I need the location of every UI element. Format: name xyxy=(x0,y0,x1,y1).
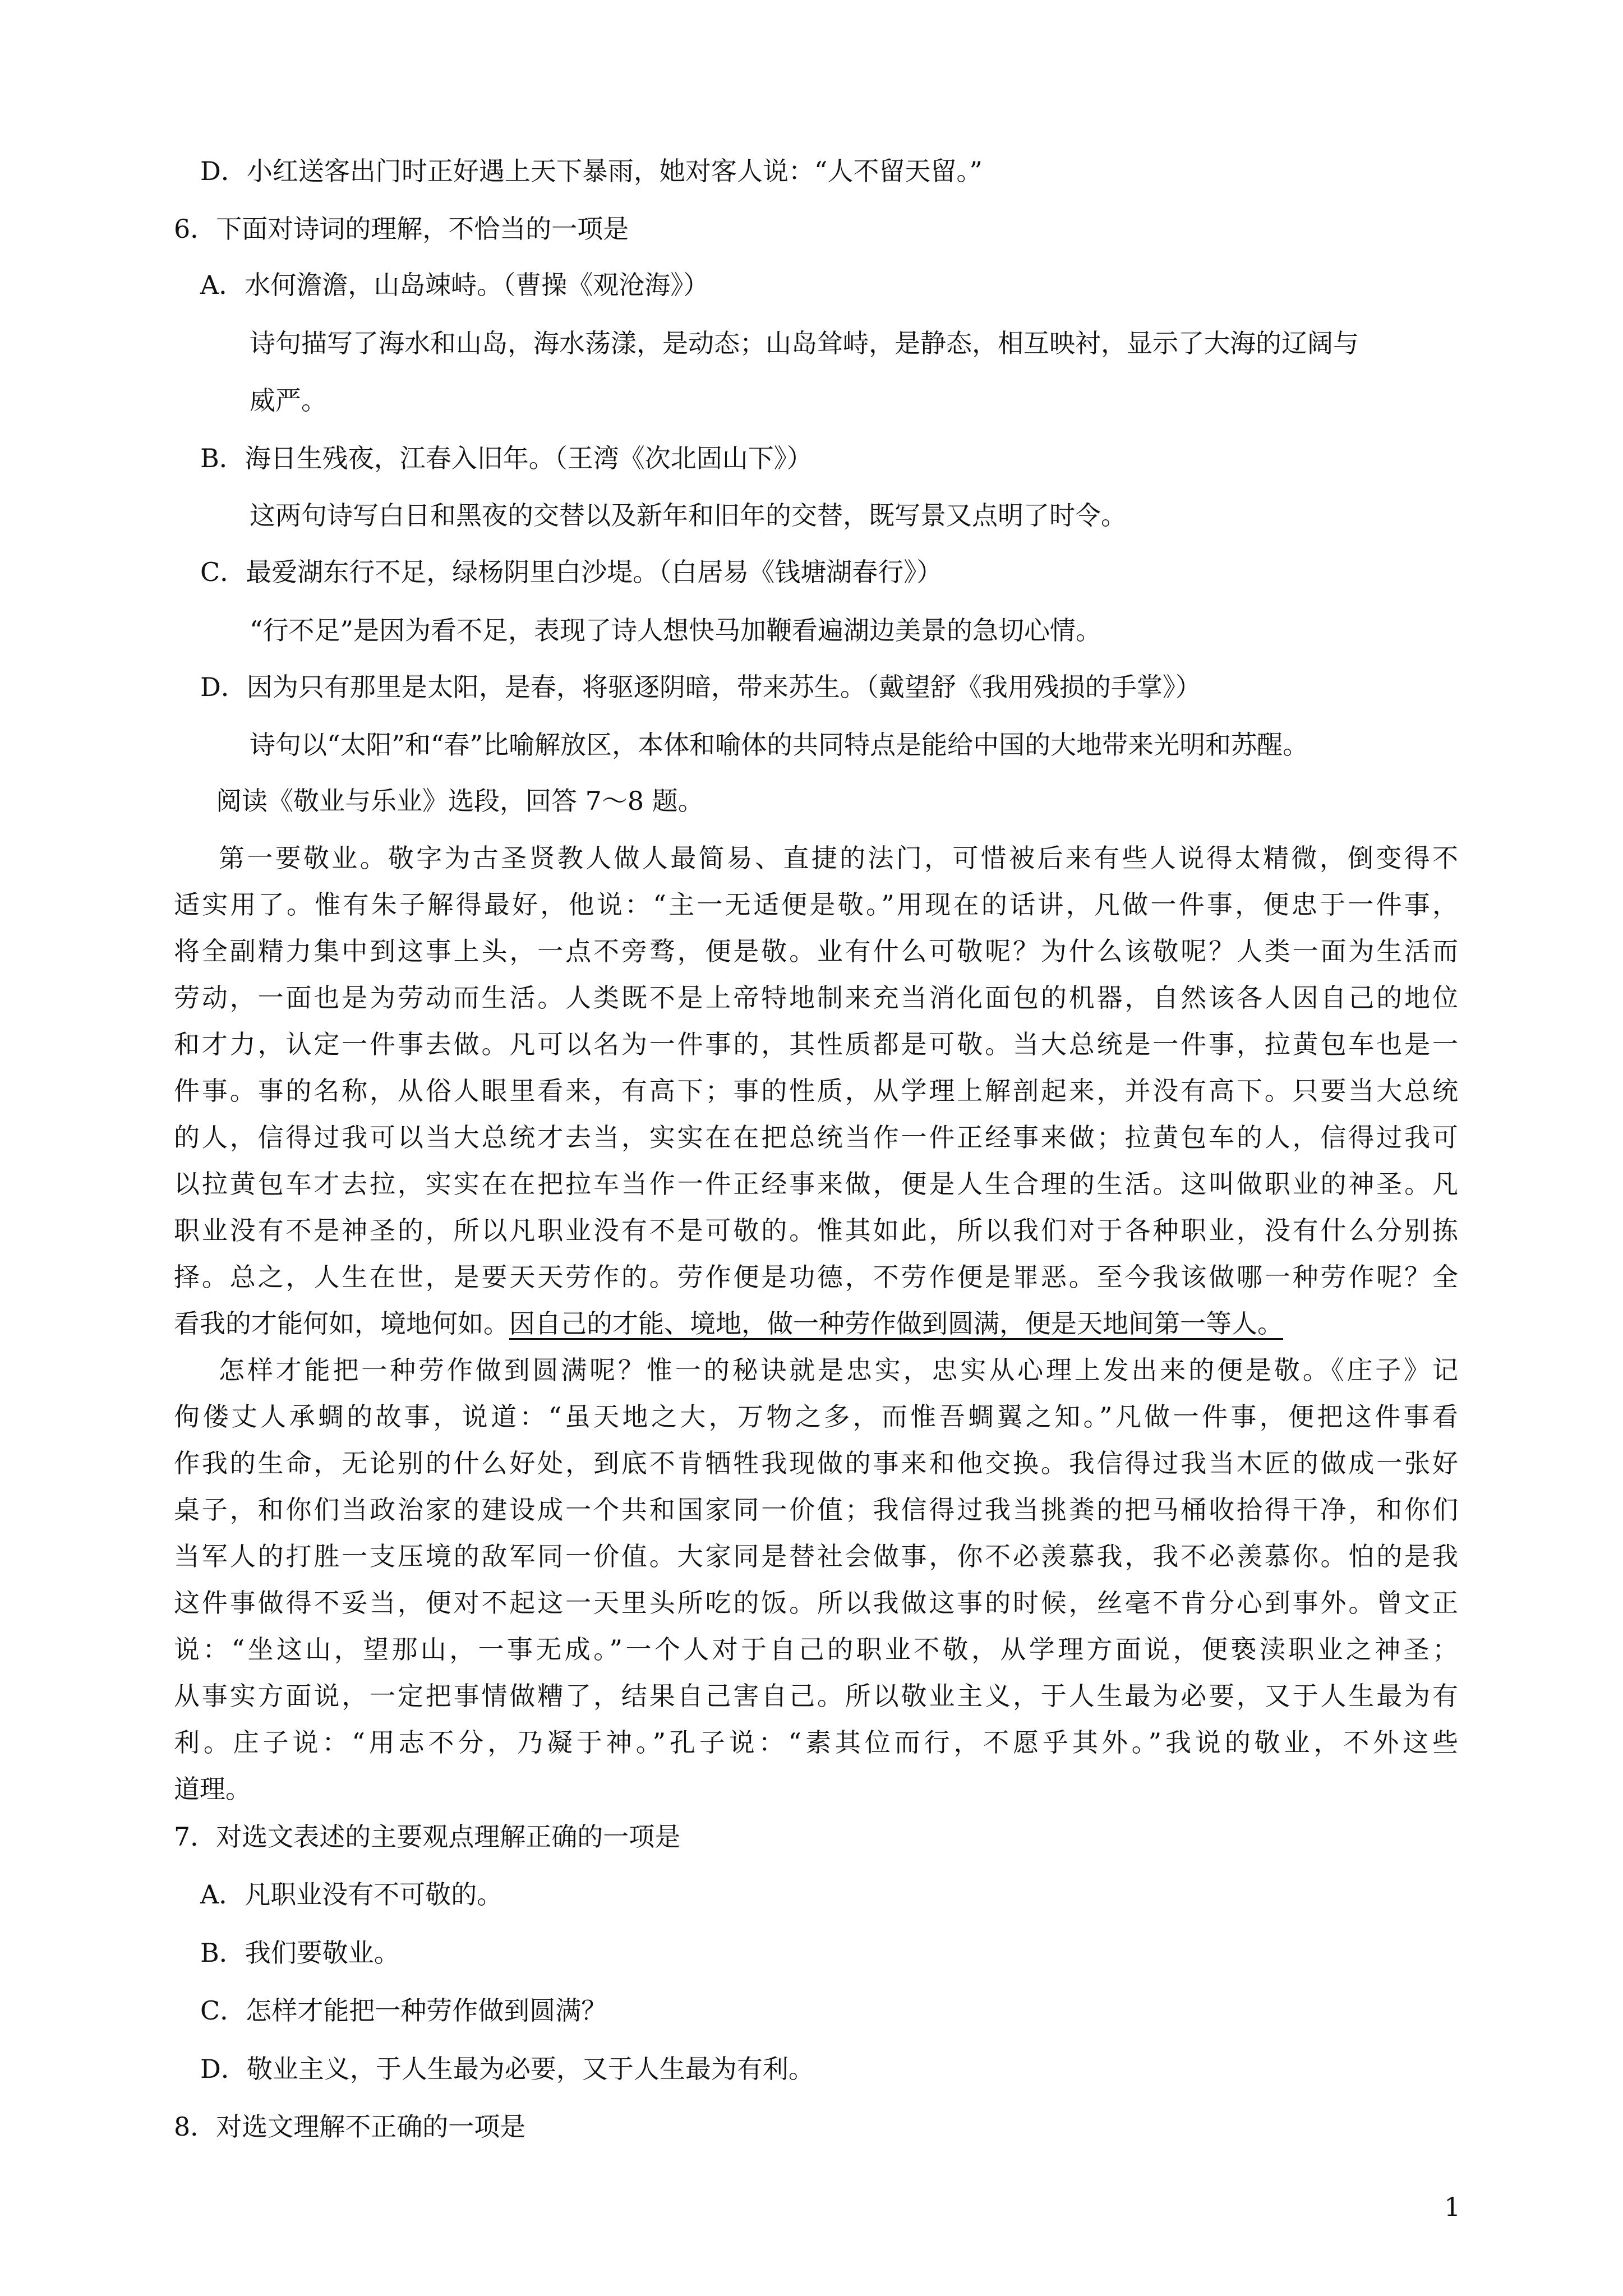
q6-option-b: B．海日生残夜，江春入旧年。（王湾《次北固山下》） xyxy=(200,443,813,473)
paragraph1-last-plain: 看我的才能何如，境地何如。 xyxy=(174,1308,509,1339)
q6-option-a-explanation-line1: 诗句描写了海水和山岛，海水荡漾，是动态；山岛耸峙，是静态，相互映衬，显示了大海的辽阔与 xyxy=(250,328,1359,358)
paragraph1-line: 件事。事的名称，从俗人眼里看来，有高下；事的性质，从学理上解剖起来，并没有高下。只要当大总统 xyxy=(174,1076,1458,1106)
paragraph1-line: 择。总之，人生在世，是要天天劳作的。劳作便是功德，不劳作便是罪恶。至今我该做哪一种劳作呢？全 xyxy=(174,1262,1458,1292)
reading-intro: 阅读《敬业与乐业》选段，回答 7～8 题。 xyxy=(216,786,704,816)
q6-option-c: C．最爱湖东行不足，绿杨阴里白沙堤。（白居易《钱塘湖春行》） xyxy=(200,557,943,587)
paragraph1-line: 适实用了。惟有朱子解得最好，他说：“主一无适便是敬。”用现在的话讲，凡做一件事，便忠于一件事， xyxy=(174,889,1458,920)
q7-option-b: B．我们要敬业。 xyxy=(200,1938,400,1968)
q6-option-c-explanation: “行不足”是因为看不足，表现了诗人想快马加鞭看遍湖边美景的急切心情。 xyxy=(250,615,1102,646)
q7-option-d: D．敬业主义，于人生最为必要，又于人生最为有利。 xyxy=(200,2054,814,2084)
paragraph2-line: 桌子，和你们当政治家的建设成一个共和国家同一价值；我信得过我当挑粪的把马桶收拾得干净，和你们 xyxy=(174,1495,1458,1525)
q7-option-a: A．凡职业没有不可敬的。 xyxy=(200,1879,503,1910)
paragraph1-line: 职业没有不是神圣的，所以凡职业没有不是可敬的。惟其如此，所以我们对于各种职业，没有什么分别拣 xyxy=(174,1215,1458,1246)
paragraph1-line: 以拉黄包车才去拉，实实在在把拉车当作一件正经事来做，便是人生合理的生活。这叫做职业的神圣。凡 xyxy=(174,1169,1458,1199)
paragraph2-line: 说：“坐这山，望那山，一事无成。”一个人对于自己的职业不敬，从学理方面说，便亵渎职业之神圣； xyxy=(174,1634,1458,1665)
q6-option-a-explanation-line2: 威严。 xyxy=(250,385,327,416)
paragraph2-line: 利。庄子说：“用志不分，乃凝于神。”孔子说：“素其位而行，不愿乎其外。”我说的敬业，不外这些 xyxy=(174,1727,1458,1758)
paragraph2-line: 当军人的打胜一支压境的敌军同一价值。大家同是替社会做事，你不必羡慕我，我不必羡慕你。怕的是我 xyxy=(174,1541,1458,1571)
q5-option-d: D．小红送客出门时正好遇上天下暴雨，她对客人说：“人不留天留。” xyxy=(200,156,983,186)
paragraph1-line: 的人，信得过我可以当大总统才去当，实实在在把总统当作一件正经事来做；拉黄包车的人，信得过我可 xyxy=(174,1122,1458,1152)
paragraph1-last-line xyxy=(174,1307,1283,1340)
page-number: 1 xyxy=(1444,2192,1461,2222)
paragraph1-line: 第一要敬业。敬字为古圣贤教人做人最简易、直捷的法门，可惜被后来有些人说得太精微，倒变得不 xyxy=(219,843,1458,873)
paragraph2-line: 从事实方面说，一定把事情做糟了，结果自己害自己。所以敬业主义，于人生最为必要，又于人生最为有 xyxy=(174,1681,1458,1711)
paragraph1-line: 劳动，一面也是为劳动而生活。人类既不是上帝特地制来充当消化面包的机器，自然该各人因自己的地位 xyxy=(174,983,1458,1013)
paragraph2-line: 怎样才能把一种劳作做到圆满呢？惟一的秘诀就是忠实，忠实从心理上发出来的便是敬。《庄子》记 xyxy=(219,1355,1458,1385)
paragraph2-last-line: 道理。 xyxy=(174,1774,251,1804)
paragraph1-line: 和才力，认定一件事去做。凡可以名为一件事的，其性质都是可敬。当大总统是一件事，拉黄包车也是一 xyxy=(174,1029,1458,1059)
q6-option-d: D．因为只有那里是太阳，是春，将驱逐阴暗，带来苏生。（戴望舒《我用残损的手掌》） xyxy=(200,672,1201,702)
q6-option-a: A．水何澹澹，山岛竦峙。（曹操《观沧海》） xyxy=(200,270,709,300)
paragraph2-line: 佝偻丈人承蜩的故事，说道：“虽天地之大，万物之多，而惟吾蜩翼之知。”凡做一件事，便把这件事看 xyxy=(174,1401,1458,1432)
q7-stem: 7．对选文表述的主要观点理解正确的一项是 xyxy=(174,1822,681,1852)
paragraph2-line: 作我的生命，无论别的什么好处，到底不肯牺牲我现做的事来和他交换。我信得过我当木匠的做成一张好 xyxy=(174,1448,1458,1478)
q7-option-c: C．怎样才能把一种劳作做到圆满？ xyxy=(200,1995,607,2026)
q6-stem: 6．下面对诗词的理解，不恰当的一项是 xyxy=(174,214,629,244)
underlined-sentence: 因自己的才能、境地，做一种劳作做到圆满，便是天地间第一等人。 xyxy=(509,1308,1283,1339)
q8-stem: 8．对选文理解不正确的一项是 xyxy=(174,2111,526,2142)
paragraph1-line: 将全副精力集中到这事上头，一点不旁骛，便是敬。业有什么可敬呢？为什么该敬呢？人类一面为生活而 xyxy=(174,936,1458,966)
q6-option-b-explanation: 这两句诗写白日和黑夜的交替以及新年和旧年的交替，既写景又点明了时令。 xyxy=(250,500,1127,531)
q6-option-d-explanation: 诗句以“太阳”和“春”比喻解放区，本体和喻体的共同特点是能给中国的大地带来光明和苏醒。 xyxy=(250,730,1309,760)
paragraph2-line: 这件事做得不妥当，便对不起这一天里头所吃的饭。所以我做这事的时候，丝毫不肯分心到事外。曾文正 xyxy=(174,1588,1458,1618)
